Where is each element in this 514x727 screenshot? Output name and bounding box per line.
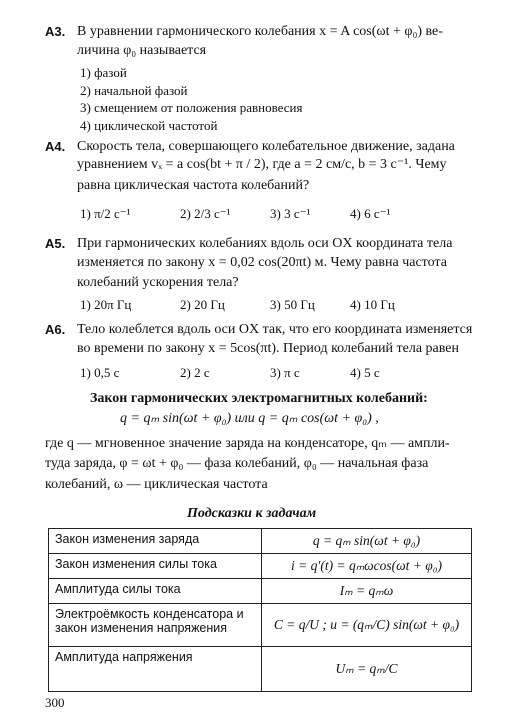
question-number: А3. [45, 24, 66, 39]
table-row [49, 529, 472, 554]
question-text-line: уравнением vₓ = a cos(bt + π / 2), где a = 2 см/с, b = 3 с⁻¹. Чему [77, 157, 447, 172]
answer-option: 2) начальной фазой [80, 83, 188, 98]
hint-label: Электроёмкость конденсатора и закон изменения напряжения [49, 604, 262, 647]
hint-formula: Uₘ = qₘ/C [262, 647, 472, 692]
law-text-line: где q — мгновенное значение заряда на конденсаторе, qₘ — ампли- [45, 436, 450, 451]
hint-formula: q = qₘ sin(ωt + φ₀) [262, 529, 472, 554]
question-text-line: При гармонических колебаниях вдоль оси OX координата тела [77, 236, 453, 251]
answer-option: 3) 3 с⁻¹ [270, 206, 311, 221]
answer-option: 4) 10 Гц [350, 297, 395, 312]
question-text-line: В уравнении гармонического колебания x = A cos(ωt + φ₀) ве- [77, 24, 443, 39]
answer-option: 1) π/2 с⁻¹ [80, 206, 131, 221]
hint-label: Закон изменения силы тока [49, 554, 262, 579]
question-text-line: равна циклическая частота колебаний? [77, 178, 310, 193]
question-number: А5. [45, 236, 66, 251]
answer-option: 3) π с [270, 365, 300, 380]
hint-formula: Iₘ = qₘω [262, 579, 472, 604]
table-row [49, 647, 472, 692]
question-text-line: колебаний ускорения тела? [77, 275, 239, 290]
question-text-line: изменяется по закону x = 0,02 cos(20πt) м. Чему равна частота [77, 255, 447, 270]
section-heading: Закон гармонических электромагнитных колебаний: [90, 391, 428, 406]
page-number: 300 [45, 695, 65, 710]
question-text-line: во времени по закону x = 5cos(πt). Период колебаний тела равен [77, 341, 459, 356]
answer-option: 1) 20π Гц [80, 297, 132, 312]
hints-title: Подсказки к задачам [187, 506, 317, 521]
law-text-line: туда заряда, φ = ωt + φ₀ — фаза колебаний, φ₀ — начальная фаза [45, 456, 429, 471]
hint-label: Закон изменения заряда [49, 529, 262, 554]
hint-label: Амплитуда напряжения [49, 647, 262, 692]
table-row [49, 604, 472, 647]
hint-formula: C = q/U ; u = (qₘ/C) sin(ωt + φ₀) [262, 604, 472, 647]
law-text-line: колебаний, ω — циклическая частота [45, 477, 268, 492]
question-text-line: Скорость тела, совершающего колебательное движение, задана [77, 139, 455, 154]
answer-option: 2) 20 Гц [180, 297, 225, 312]
question-number: А6. [45, 322, 66, 337]
hint-label: Амплитуда силы тока [49, 579, 262, 604]
table-row [49, 579, 472, 604]
answer-option: 4) 5 с [350, 365, 380, 380]
hint-formula: i = q′(t) = qₘωcos(ωt + φ₀) [262, 554, 472, 579]
answer-option: 1) 0,5 с [80, 365, 120, 380]
question-text-line: Тело колеблется вдоль оси OX так, что его координата изменяется [77, 322, 473, 337]
hints-table [48, 528, 472, 692]
answer-option: 2) 2/3 с⁻¹ [180, 206, 231, 221]
answer-option: 4) 6 с⁻¹ [350, 206, 391, 221]
table-row [49, 554, 472, 579]
answer-option: 2) 2 с [180, 365, 210, 380]
answer-option: 4) циклической частотой [80, 118, 218, 133]
answer-option: 3) смещением от положения равновесия [80, 100, 303, 115]
answer-option: 3) 50 Гц [270, 297, 315, 312]
answer-option: 1) фазой [80, 65, 127, 80]
law-formula: q = qₘ sin(ωt + φ₀) или q = qₘ cos(ωt + φ₀) , [120, 411, 379, 426]
question-text-line: личина φ₀ называется [77, 43, 207, 58]
question-number: А4. [45, 139, 66, 154]
